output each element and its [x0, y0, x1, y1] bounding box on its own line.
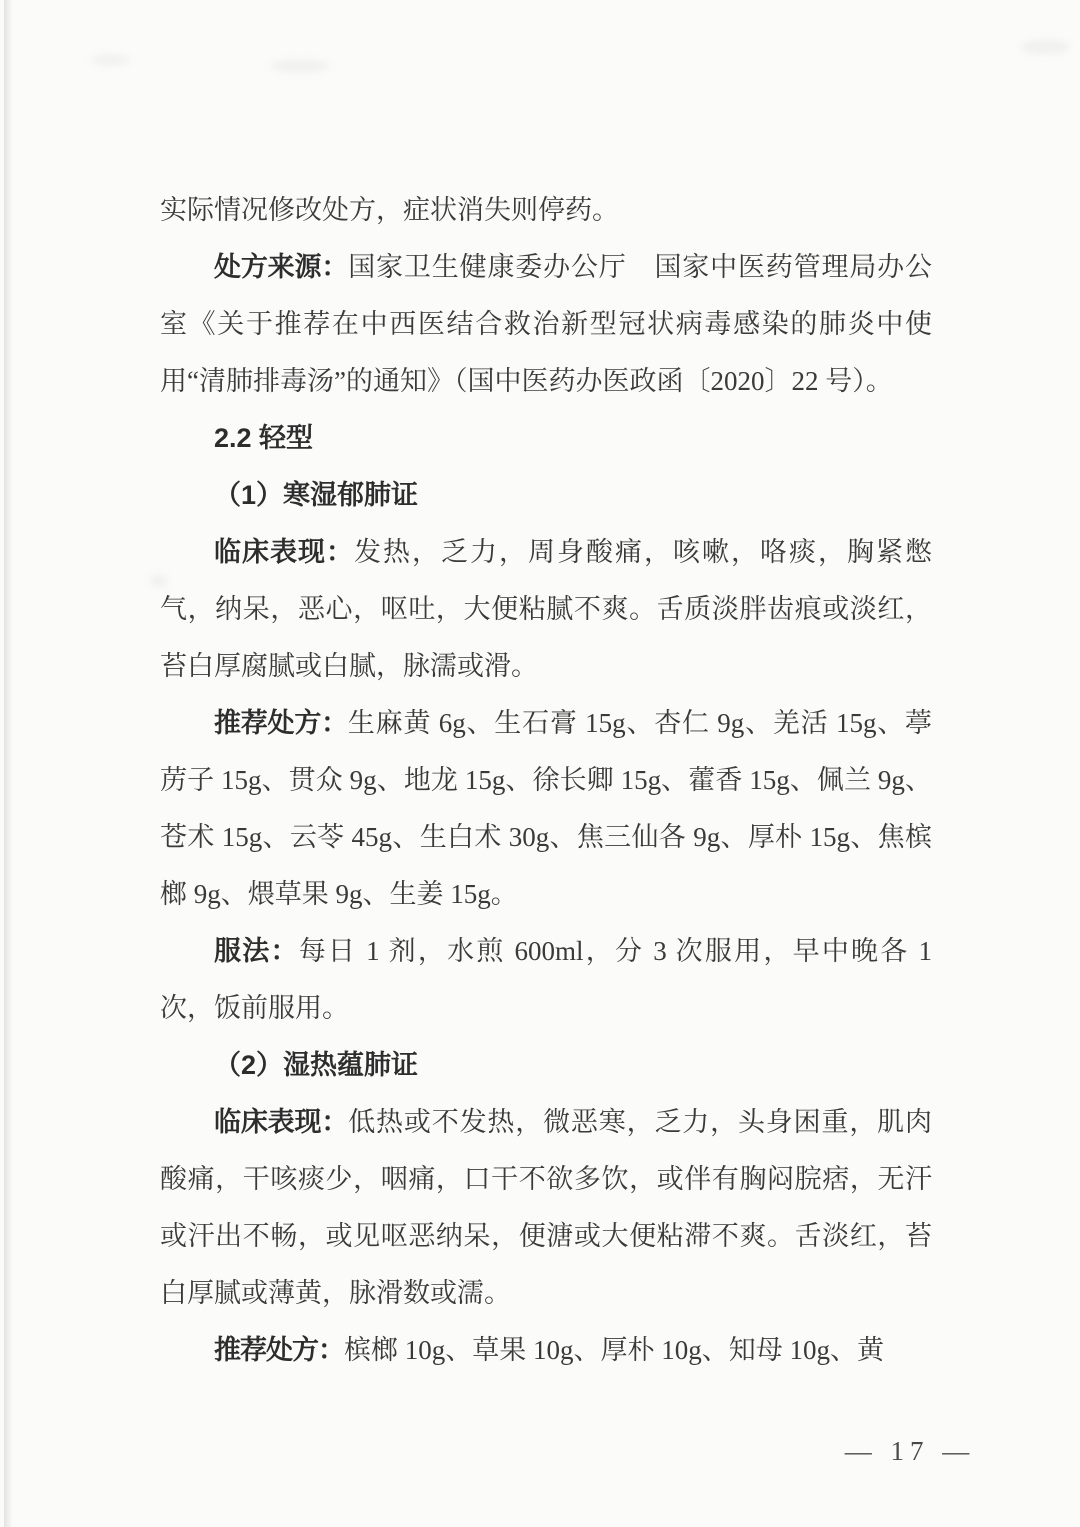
scan-artifact [1020, 40, 1070, 54]
paragraph-clinical-manifestations-2 [160, 1094, 932, 1322]
heading-syndrome-2: （2）湿热蕴肺证 [214, 1050, 419, 1080]
scan-edge-artifact [4, 0, 12, 1527]
paragraph-recommended-prescription-1 [160, 695, 932, 923]
paragraph-text: 实际情况修改处方，症状消失则停药。 [160, 195, 619, 225]
paragraph-text: 低热或不发热，微恶寒，乏力，头身困重，肌肉酸痛，干咳痰少，咽痛，口干不欲多饮，或伴有胸闷脘痞，无汗或汗出不畅，或见呕恶纳呆，便溏或大便粘滞不爽。舌淡红，苔白厚腻或薄黄，脉滑数或濡。 [160, 1107, 933, 1308]
page-number: — 17 — [844, 1436, 976, 1466]
heading-section-2-2: 2.2 轻型 [214, 423, 314, 453]
paragraph-administration [160, 923, 932, 1037]
paragraph-label: 处方来源： [214, 252, 349, 282]
heading-syndrome-1: （1）寒湿郁肺证 [214, 480, 419, 510]
paragraph-label: 推荐处方： [214, 708, 348, 738]
paragraph-label: 服法： [214, 936, 299, 966]
paragraph-text: 槟榔 10g、草果 10g、厚朴 10g、知母 10g、黄 [344, 1335, 884, 1365]
paragraph-recommended-prescription-2 [160, 1322, 932, 1379]
document-body [160, 182, 932, 1379]
paragraph-text: 生麻黄 6g、生石膏 15g、杏仁 9g、羌活 15g、葶苈子 15g、贯众 9g、地龙 15g、徐长卿 15g、藿香 15g、佩兰 9g、苍术 15g、云苓 45g、生白术 30g、焦三仙各 9g、厚朴 15g、焦槟榔 9g、煨草果 9g、生姜 15g。 [160, 708, 933, 909]
paragraph-label: 临床表现： [214, 537, 354, 567]
scan-artifact [90, 55, 130, 65]
paragraph-label: 临床表现： [214, 1107, 349, 1137]
paragraph-label: 推荐处方： [214, 1335, 344, 1365]
scan-artifact [270, 60, 330, 72]
paragraph-clinical-manifestations-1 [160, 524, 932, 695]
paragraph-text: 国家卫生健康委办公厅 国家中医药管理局办公室《关于推荐在中西医结合救治新型冠状病毒感染的肺炎中使用“清肺排毒汤”的通知》（国中医药办医政函〔2020〕22 号）。 [160, 252, 933, 396]
paragraph-continuation [160, 182, 932, 239]
paragraph-text: 发热，乏力，周身酸痛，咳嗽，咯痰，胸紧憋气，纳呆，恶心，呕吐，大便粘腻不爽。舌质淡胖齿痕或淡红，苔白厚腐腻或白腻，脉濡或滑。 [160, 537, 932, 681]
paragraph-text: 每日 1 剂，水煎 600ml，分 3 次服用，早中晚各 1 次，饭前服用。 [160, 936, 932, 1023]
paragraph-prescription-source [160, 239, 932, 410]
